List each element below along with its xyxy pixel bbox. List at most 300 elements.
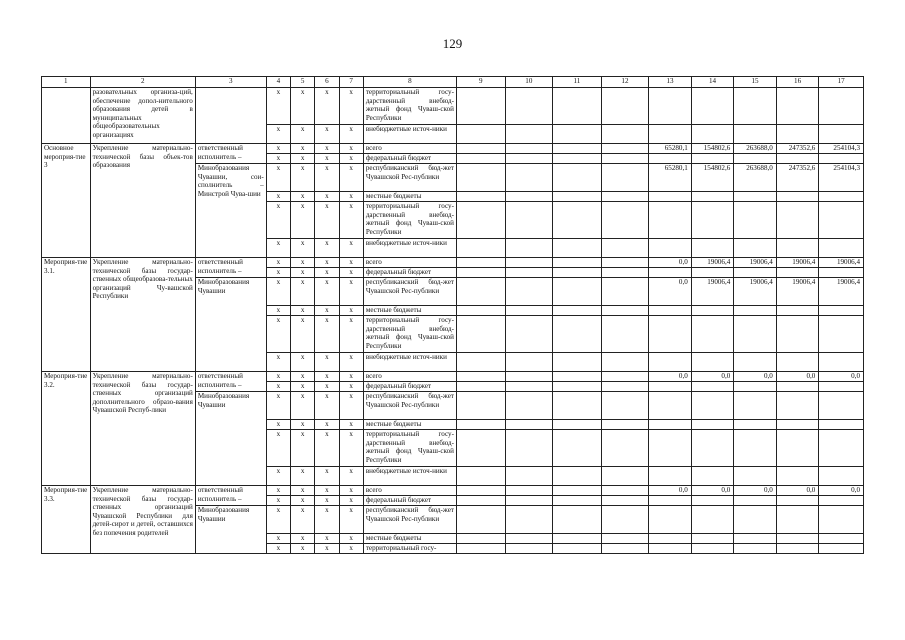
code-x-cell: x: [290, 534, 314, 544]
code-x-cell: x: [290, 316, 314, 353]
budget-source: внебюджетные источ-ники: [363, 239, 456, 258]
code-x-cell: x: [266, 316, 290, 353]
empty-cell: [456, 430, 505, 467]
budget-source: всего: [363, 486, 456, 496]
code-x-cell: x: [315, 496, 339, 506]
empty-cell: [456, 164, 505, 192]
amount-cell: [691, 420, 734, 430]
amount-cell: [649, 430, 692, 467]
code-x-cell: x: [339, 278, 363, 306]
budget-source: всего: [363, 144, 456, 154]
amount-cell: [734, 430, 777, 467]
amount-cell: 19006,4: [734, 258, 777, 268]
column-header: 16: [776, 77, 819, 88]
amount-cell: [649, 154, 692, 164]
code-x-cell: x: [339, 192, 363, 202]
code-x-cell: x: [290, 144, 314, 154]
responsible-executor: ответственный исполнитель –: [195, 144, 266, 164]
amount-cell: [734, 506, 777, 534]
column-header: 9: [456, 77, 505, 88]
empty-cell: [505, 382, 553, 392]
code-x-cell: x: [315, 164, 339, 192]
amount-cell: 0,0: [819, 486, 864, 496]
amount-cell: [819, 382, 864, 392]
amount-cell: 254104,3: [819, 164, 864, 192]
empty-cell: [601, 392, 649, 420]
code-x-cell: x: [266, 278, 290, 306]
empty-cell: [553, 372, 602, 382]
amount-cell: [776, 202, 819, 239]
code-x-cell: x: [290, 268, 314, 278]
column-header: 2: [90, 77, 195, 88]
code-x-cell: x: [266, 430, 290, 467]
code-x-cell: x: [290, 353, 314, 372]
code-x-cell: x: [266, 467, 290, 486]
code-x-cell: x: [339, 239, 363, 258]
code-x-cell: x: [339, 202, 363, 239]
column-header: 5: [290, 77, 314, 88]
code-x-cell: x: [290, 420, 314, 430]
empty-cell: [601, 534, 649, 544]
empty-cell: [601, 192, 649, 202]
amount-cell: [776, 392, 819, 420]
column-header: 13: [649, 77, 692, 88]
empty-cell: [505, 88, 553, 125]
empty-cell: [601, 202, 649, 239]
empty-cell: [505, 544, 553, 554]
amount-cell: [776, 467, 819, 486]
code-x-cell: x: [290, 306, 314, 316]
amount-cell: 19006,4: [734, 278, 777, 306]
table-row: [42, 88, 864, 125]
empty-cell: [553, 534, 602, 544]
amount-cell: 65280,1: [649, 164, 692, 192]
code-x-cell: x: [266, 353, 290, 372]
empty-cell: [505, 144, 553, 154]
code-x-cell: x: [315, 202, 339, 239]
responsible-executor: ответственный исполнитель –: [195, 486, 266, 506]
empty-cell: [601, 430, 649, 467]
empty-cell: [456, 353, 505, 372]
amount-cell: 0,0: [691, 486, 734, 496]
table-row: [42, 486, 864, 496]
amount-cell: [649, 192, 692, 202]
code-x-cell: x: [315, 192, 339, 202]
empty-cell: [456, 306, 505, 316]
empty-cell: [601, 154, 649, 164]
amount-cell: [776, 306, 819, 316]
amount-cell: [776, 353, 819, 372]
amount-cell: 0,0: [649, 486, 692, 496]
empty-cell: [505, 278, 553, 306]
amount-cell: 19006,4: [819, 278, 864, 306]
amount-cell: [776, 430, 819, 467]
amount-cell: [734, 306, 777, 316]
empty-cell: [456, 192, 505, 202]
page-number: 129: [442, 36, 463, 51]
responsible-executor: Минобразования Чувашии, сои-сполнитель – Минстрой Чува-шии: [195, 164, 266, 258]
amount-cell: [734, 239, 777, 258]
amount-cell: 0,0: [776, 372, 819, 382]
responsible-executor: [195, 88, 266, 144]
amount-cell: [819, 306, 864, 316]
empty-cell: [553, 306, 602, 316]
amount-cell: [649, 544, 692, 554]
empty-cell: [601, 239, 649, 258]
amount-cell: [691, 316, 734, 353]
code-x-cell: x: [290, 430, 314, 467]
empty-cell: [553, 144, 602, 154]
responsible-executor: Минобразования Чувашии: [195, 506, 266, 554]
amount-cell: 19006,4: [776, 278, 819, 306]
budget-source: федеральный бюджет: [363, 268, 456, 278]
event-description: Укрепление материально-технической базы государ-ственных общеобразова-тельных организаций Чу-вашской Республики: [90, 258, 195, 372]
column-header: 15: [734, 77, 777, 88]
amount-cell: [734, 154, 777, 164]
amount-cell: 0,0: [734, 372, 777, 382]
amount-cell: [776, 534, 819, 544]
budget-source: республиканский бюд-жет Чувашской Рес-публики: [363, 392, 456, 420]
empty-cell: [456, 544, 505, 554]
code-x-cell: x: [339, 544, 363, 554]
responsible-executor: Минобразования Чувашии: [195, 278, 266, 372]
amount-cell: [734, 392, 777, 420]
amount-cell: [649, 202, 692, 239]
empty-cell: [456, 372, 505, 382]
empty-cell: [505, 392, 553, 420]
amount-cell: 0,0: [649, 278, 692, 306]
budget-source: территориальный госу-дарственный внебюд-жетный фонд Чуваш-ской Республики: [363, 88, 456, 125]
code-x-cell: x: [339, 268, 363, 278]
budget-source: федеральный бюджет: [363, 154, 456, 164]
amount-cell: [691, 239, 734, 258]
code-x-cell: x: [339, 164, 363, 192]
empty-cell: [601, 372, 649, 382]
amount-cell: [819, 239, 864, 258]
amount-cell: 19006,4: [691, 278, 734, 306]
code-x-cell: x: [315, 316, 339, 353]
amount-cell: [734, 420, 777, 430]
empty-cell: [456, 316, 505, 353]
amount-cell: [776, 420, 819, 430]
empty-cell: [505, 154, 553, 164]
empty-cell: [505, 353, 553, 372]
amount-cell: [691, 192, 734, 202]
empty-cell: [505, 192, 553, 202]
empty-cell: [505, 316, 553, 353]
amount-cell: [691, 544, 734, 554]
code-x-cell: x: [315, 392, 339, 420]
empty-cell: [601, 268, 649, 278]
amount-cell: 154802,6: [691, 144, 734, 154]
empty-cell: [553, 316, 602, 353]
column-header: 10: [505, 77, 553, 88]
amount-cell: 19006,4: [776, 258, 819, 268]
budget-source: местные бюджеты: [363, 192, 456, 202]
column-header: 1: [42, 77, 91, 88]
amount-cell: [734, 192, 777, 202]
code-x-cell: x: [290, 392, 314, 420]
amount-cell: [691, 467, 734, 486]
amount-cell: [649, 88, 692, 125]
column-header: 14: [691, 77, 734, 88]
table-row: [42, 258, 864, 268]
empty-cell: [505, 420, 553, 430]
empty-cell: [456, 392, 505, 420]
empty-cell: [601, 353, 649, 372]
empty-cell: [456, 382, 505, 392]
amount-cell: [691, 268, 734, 278]
empty-cell: [553, 202, 602, 239]
code-x-cell: x: [290, 154, 314, 164]
empty-cell: [553, 353, 602, 372]
code-x-cell: x: [266, 382, 290, 392]
amount-cell: [649, 125, 692, 144]
code-x-cell: x: [290, 496, 314, 506]
code-x-cell: x: [290, 239, 314, 258]
amount-cell: [734, 496, 777, 506]
empty-cell: [456, 467, 505, 486]
amount-cell: [819, 467, 864, 486]
amount-cell: [649, 467, 692, 486]
amount-cell: [691, 202, 734, 239]
amount-cell: 0,0: [649, 372, 692, 382]
amount-cell: [776, 506, 819, 534]
empty-cell: [601, 486, 649, 496]
empty-cell: [456, 268, 505, 278]
amount-cell: [691, 430, 734, 467]
empty-cell: [601, 544, 649, 554]
empty-cell: [553, 544, 602, 554]
budget-source: местные бюджеты: [363, 306, 456, 316]
amount-cell: [734, 353, 777, 372]
code-x-cell: x: [315, 268, 339, 278]
code-x-cell: x: [266, 192, 290, 202]
amount-cell: [649, 268, 692, 278]
amount-cell: [734, 125, 777, 144]
code-x-cell: x: [290, 164, 314, 192]
empty-cell: [553, 467, 602, 486]
code-x-cell: x: [339, 496, 363, 506]
code-x-cell: x: [315, 88, 339, 125]
amount-cell: [734, 534, 777, 544]
empty-cell: [553, 496, 602, 506]
empty-cell: [456, 239, 505, 258]
empty-cell: [553, 239, 602, 258]
amount-cell: [819, 506, 864, 534]
budget-source: всего: [363, 372, 456, 382]
empty-cell: [553, 486, 602, 496]
amount-cell: 0,0: [776, 486, 819, 496]
empty-cell: [601, 125, 649, 144]
budget-source: республиканский бюд-жет Чувашской Рес-публики: [363, 164, 456, 192]
empty-cell: [505, 486, 553, 496]
empty-cell: [601, 316, 649, 353]
amount-cell: 65280,1: [649, 144, 692, 154]
table-row: [42, 144, 864, 154]
empty-cell: [505, 506, 553, 534]
empty-cell: [601, 420, 649, 430]
empty-cell: [505, 430, 553, 467]
code-x-cell: x: [315, 420, 339, 430]
code-x-cell: x: [290, 278, 314, 306]
amount-cell: 263688,0: [734, 164, 777, 192]
code-x-cell: x: [266, 420, 290, 430]
code-x-cell: x: [266, 506, 290, 534]
event-label: Мероприя-тие 3.3.: [42, 486, 91, 554]
budget-source: внебюджетные источ-ники: [363, 125, 456, 144]
empty-cell: [456, 278, 505, 306]
empty-cell: [456, 420, 505, 430]
empty-cell: [505, 164, 553, 192]
budget-source: местные бюджеты: [363, 420, 456, 430]
amount-cell: [819, 88, 864, 125]
code-x-cell: x: [266, 239, 290, 258]
budget-source: территориальный госу-дарственный внебюд-жетный фонд Чуваш-ской Республики: [363, 430, 456, 467]
amount-cell: [819, 353, 864, 372]
code-x-cell: x: [339, 88, 363, 125]
code-x-cell: x: [315, 144, 339, 154]
empty-cell: [553, 420, 602, 430]
code-x-cell: x: [339, 125, 363, 144]
empty-cell: [601, 467, 649, 486]
code-x-cell: x: [266, 144, 290, 154]
code-x-cell: x: [315, 506, 339, 534]
empty-cell: [456, 506, 505, 534]
empty-cell: [601, 306, 649, 316]
amount-cell: [691, 392, 734, 420]
empty-cell: [505, 467, 553, 486]
budget-source: местные бюджеты: [363, 534, 456, 544]
code-x-cell: x: [266, 392, 290, 420]
empty-cell: [505, 268, 553, 278]
event-description: Укрепление материально-технической базы государ-ственных организаций дополнительного образо-вания Чувашской Респуб-лики: [90, 372, 195, 486]
amount-cell: 19006,4: [819, 258, 864, 268]
code-x-cell: x: [315, 486, 339, 496]
column-header: 7: [339, 77, 363, 88]
amount-cell: [691, 306, 734, 316]
empty-cell: [601, 506, 649, 534]
code-x-cell: x: [339, 430, 363, 467]
amount-cell: [691, 353, 734, 372]
amount-cell: [691, 534, 734, 544]
amount-cell: [734, 382, 777, 392]
column-header: 11: [553, 77, 602, 88]
amount-cell: 247352,6: [776, 144, 819, 154]
code-x-cell: x: [266, 154, 290, 164]
code-x-cell: x: [339, 467, 363, 486]
event-label: [42, 88, 91, 144]
empty-cell: [505, 306, 553, 316]
event-description: разовательных организа-ций, обеспечение допол-нительного образования детей в муниципальных общеобразовательных организациях: [90, 88, 195, 144]
amount-cell: [649, 382, 692, 392]
code-x-cell: x: [339, 486, 363, 496]
code-x-cell: x: [266, 486, 290, 496]
code-x-cell: x: [290, 372, 314, 382]
code-x-cell: x: [315, 353, 339, 372]
amount-cell: [819, 496, 864, 506]
code-x-cell: x: [290, 192, 314, 202]
event-label: Мероприя-тие 3.1.: [42, 258, 91, 372]
empty-cell: [505, 239, 553, 258]
event-description: Укрепление материально-технической базы государ-ственных организаций Чувашской Республики для детей-сирот и детей, оставшихся без попечения родителей: [90, 486, 195, 554]
code-x-cell: x: [315, 154, 339, 164]
empty-cell: [601, 258, 649, 268]
amount-cell: 254104,3: [819, 144, 864, 154]
code-x-cell: x: [339, 154, 363, 164]
empty-cell: [553, 125, 602, 144]
budget-source: республиканский бюд-жет Чувашской Рес-публики: [363, 506, 456, 534]
code-x-cell: x: [266, 372, 290, 382]
code-x-cell: x: [266, 268, 290, 278]
code-x-cell: x: [290, 125, 314, 144]
budget-source: территориальный госу-дарственный внебюд-жетный фонд Чуваш-ской Республики: [363, 202, 456, 239]
amount-cell: [776, 544, 819, 554]
amount-cell: 19006,4: [691, 258, 734, 268]
code-x-cell: x: [290, 544, 314, 554]
code-x-cell: x: [266, 544, 290, 554]
amount-cell: [734, 316, 777, 353]
amount-cell: [649, 534, 692, 544]
amount-cell: [691, 382, 734, 392]
empty-cell: [553, 430, 602, 467]
budget-source: территориальный госу-: [363, 544, 456, 554]
amount-cell: [734, 202, 777, 239]
amount-cell: [776, 268, 819, 278]
amount-cell: [776, 382, 819, 392]
amount-cell: [819, 534, 864, 544]
empty-cell: [505, 372, 553, 382]
code-x-cell: x: [266, 164, 290, 192]
code-x-cell: x: [290, 202, 314, 239]
amount-cell: [734, 544, 777, 554]
amount-cell: [691, 88, 734, 125]
table-row: [42, 372, 864, 382]
code-x-cell: x: [266, 306, 290, 316]
amount-cell: 0,0: [819, 372, 864, 382]
responsible-executor: ответственный исполнитель –: [195, 372, 266, 392]
budget-table: [41, 76, 864, 554]
code-x-cell: x: [339, 258, 363, 268]
empty-cell: [601, 496, 649, 506]
budget-source: всего: [363, 258, 456, 268]
empty-cell: [456, 125, 505, 144]
amount-cell: [776, 154, 819, 164]
amount-cell: [776, 316, 819, 353]
column-header: 3: [195, 77, 266, 88]
empty-cell: [553, 88, 602, 125]
empty-cell: [456, 202, 505, 239]
amount-cell: [649, 353, 692, 372]
code-x-cell: x: [315, 382, 339, 392]
budget-source: территориальный госу-дарственный внебюд-жетный фонд Чуваш-ской Республики: [363, 316, 456, 353]
empty-cell: [553, 382, 602, 392]
empty-cell: [553, 164, 602, 192]
empty-cell: [505, 125, 553, 144]
responsible-executor: ответственный исполнитель –: [195, 258, 266, 278]
code-x-cell: x: [315, 544, 339, 554]
empty-cell: [456, 258, 505, 268]
empty-cell: [553, 278, 602, 306]
amount-cell: [734, 467, 777, 486]
table-body: [42, 77, 864, 554]
code-x-cell: x: [339, 382, 363, 392]
code-x-cell: x: [290, 258, 314, 268]
amount-cell: [819, 316, 864, 353]
empty-cell: [505, 534, 553, 544]
code-x-cell: x: [290, 486, 314, 496]
code-x-cell: x: [290, 88, 314, 125]
